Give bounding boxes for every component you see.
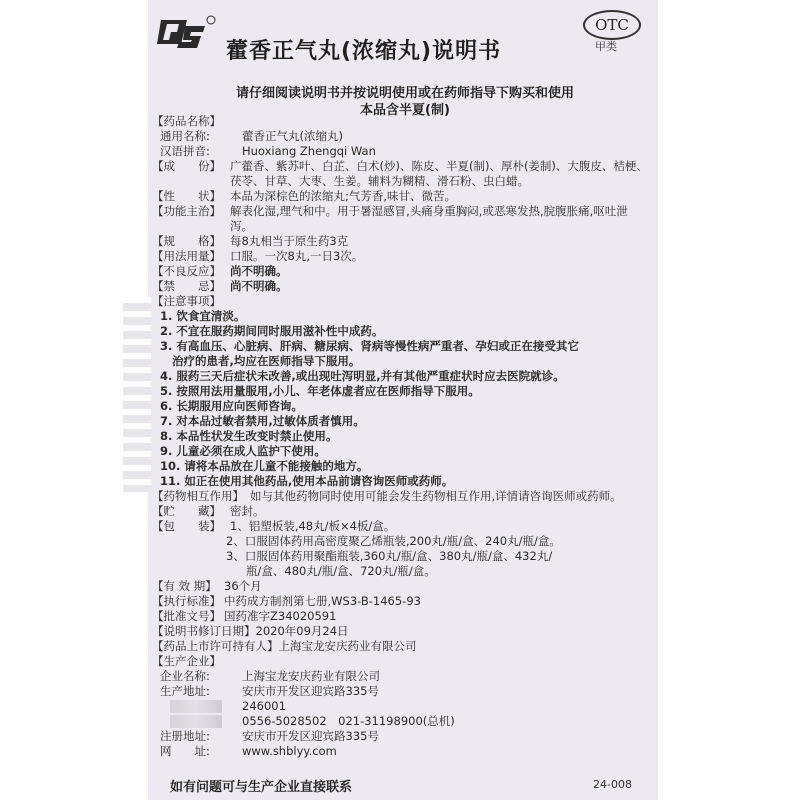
dosage-value: 口服。一次8丸,一日3次。: [230, 249, 364, 263]
specification-value: 每8丸相当于原生药3克: [230, 234, 349, 248]
document-title: 藿香正气丸(浓缩丸)说明书: [226, 39, 502, 64]
standard-label: 【执行标准】: [152, 594, 221, 608]
indications-row: [152, 204, 650, 234]
generic-name-label: 通用名称:: [160, 129, 210, 143]
pinyin-label: 汉语拼音:: [160, 144, 210, 158]
manufacturer-name-value: 上海宝龙安庆药业有限公司: [242, 669, 380, 683]
package-line-4: 瓶/盒、480丸/瓶/盒、720丸/瓶/盒。: [246, 564, 436, 578]
precaution-item: 8. 本品性状发生改变时禁止使用。: [160, 429, 338, 443]
validity-label: 【有 效 期】: [152, 579, 217, 593]
storage-value: 密封。: [230, 504, 265, 518]
adverse-reactions-label: 【不良反应】: [152, 264, 221, 278]
package-line-1: 1、铝塑板装,48丸/板×4板/盒。: [230, 519, 396, 533]
precaution-item: 7. 对本品过敏者禁用,过敏体质者慎用。: [160, 414, 365, 428]
manufacturer-name-label: 企业名称:: [160, 669, 210, 683]
phone-label-redacted: [152, 714, 242, 729]
contraindications-label: 【禁 忌】: [152, 279, 221, 293]
footer-contact-note: 如有问题可与生产企业直接联系: [170, 780, 353, 795]
manufacturer-heading: 【生产企业】: [152, 654, 221, 668]
adverse-reactions-value: 尚不明确。: [230, 264, 288, 278]
revision-row: [152, 624, 650, 639]
precaution-item: 9. 儿童必须在成人监护下使用。: [160, 444, 326, 458]
interactions-label: 【药物相互作用】: [152, 489, 244, 503]
ingredients-value: 广藿香、紫苏叶、白芷、白术(炒)、陈皮、半夏(制)、厚朴(姜制)、大腹皮、桔梗、茯苓、甘草、大枣、生姜。辅料为糊精、滑石粉、虫白蜡。: [230, 159, 648, 188]
contraindications-row: [152, 279, 650, 294]
registered-address-row: [152, 729, 650, 744]
website-row: [152, 744, 650, 759]
production-address-value: 安庆市开发区迎宾路335号: [242, 684, 379, 698]
dosage-row: [152, 249, 650, 264]
usage-notice: 请仔细阅读说明书并按说明使用或在药师指导下购买和使用: [235, 86, 574, 101]
ingredients-row: [152, 159, 650, 189]
postcode-label-redacted: [152, 699, 242, 714]
ingredients-label: 【成 份】: [152, 159, 221, 173]
otc-badge: OTC: [583, 10, 641, 40]
precaution-item: 4. 服药三天后症状未改善,或出现吐泻明显,并有其他严重症状时应去医院就诊。: [160, 369, 565, 383]
standard-row: [152, 594, 650, 609]
revision-label: 【说明书修订日期】: [152, 624, 256, 638]
indications-value: 解表化湿,理气和中。用于暑湿感冒,头痛身重胸闷,或恶寒发热,脘腹胀痛,呕吐泄泻。: [230, 204, 628, 233]
precautions-heading: 【注意事项】: [152, 294, 221, 308]
storage-label: 【贮 藏】: [152, 504, 221, 518]
registered-address-value: 安庆市开发区迎宾路335号: [242, 729, 379, 743]
interactions-value: 如与其他药物同时使用可能会发生药物相互作用,详情请咨询医师或药师。: [250, 489, 622, 503]
package-line-2: 2、口服固体药用高密度聚乙烯瓶装,200丸/瓶/盒、240丸/瓶/盒。: [226, 534, 561, 548]
revision-value: 2020年09月24日: [255, 624, 349, 638]
pinyin-row: [152, 144, 650, 159]
approval-row: [152, 609, 650, 624]
package-row: [152, 519, 650, 534]
properties-label: 【性 状】: [152, 189, 221, 203]
postcode-value: 246001: [242, 699, 286, 713]
drug-name-heading: 【药品名称】: [152, 114, 221, 128]
production-address-label: 生产地址:: [160, 684, 210, 698]
otc-class-label: 甲类: [595, 40, 617, 53]
validity-row: [152, 579, 650, 594]
leaflet-content: [152, 114, 650, 759]
pinyin-value: Huoxiang Zhengqi Wan: [242, 144, 376, 158]
properties-row: [152, 189, 650, 204]
precaution-item: 1. 饮食宜清淡。: [160, 309, 246, 323]
generic-name-row: [152, 129, 650, 144]
interactions-row: [152, 489, 650, 504]
precaution-item: 2. 不宜在服药期间同时服用滋补性中成药。: [160, 324, 384, 338]
approval-label: 【批准文号】: [152, 609, 221, 623]
company-logo: [157, 14, 217, 50]
contraindications-value: 尚不明确。: [230, 279, 288, 293]
specification-label: 【规 格】: [152, 234, 221, 248]
approval-value: 国药准字Z34020591: [224, 609, 337, 623]
manufacturer-name-row: [152, 669, 650, 684]
production-address-row: [152, 684, 650, 699]
registered-address-label: 注册地址:: [160, 729, 210, 743]
properties-value: 本品为深棕色的浓缩丸;气芳香,味甘、微苦。: [230, 189, 457, 203]
adverse-reactions-row: [152, 264, 650, 279]
standard-value: 中药成方制剂第七册,WS3-B-1465-93: [224, 594, 421, 608]
precaution-item: 10. 请将本品放在儿童不能接触的地方。: [160, 459, 369, 473]
package-line-3: 3、口服固体药用聚酯瓶装,360丸/瓶/盒、380丸/瓶/盒、432丸/: [226, 549, 553, 563]
precaution-item-continued: 治疗的患者,均应在医师指导下服用。: [172, 354, 361, 368]
dosage-label: 【用法用量】: [152, 249, 221, 263]
storage-row: [152, 504, 650, 519]
phone-value: 0556-5028502 021-31198900(总机): [242, 714, 455, 728]
binding-holes: [123, 297, 151, 492]
specification-row: [152, 234, 650, 249]
mah-row: [152, 639, 650, 654]
precaution-item: 3. 有高血压、心脏病、肝病、糖尿病、肾病等慢性病严重者、孕妇或正在接受其它: [160, 339, 579, 353]
precaution-item: 11. 如正在使用其他药品,使用本品前请咨询医师或药师。: [160, 474, 454, 488]
precaution-item: 5. 按照用法用量服用,小儿、年老体虚者应在医师指导下服用。: [160, 384, 480, 398]
ingredient-notice: 本品含半夏(制): [360, 103, 450, 118]
indications-label: 【功能主治】: [152, 204, 221, 218]
generic-name-value: 藿香正气丸(浓缩丸): [242, 129, 343, 143]
website-label: 网 址:: [160, 744, 210, 758]
postcode-row: [152, 699, 650, 714]
package-label: 【包 装】: [152, 519, 221, 533]
mah-value: 上海宝龙安庆药业有限公司: [278, 639, 417, 653]
print-code: 24-008: [593, 778, 632, 791]
phone-row: [152, 714, 650, 729]
precaution-item: 6. 长期服用应向医师咨询。: [160, 399, 303, 413]
website-value: www.shblyy.com: [242, 744, 337, 758]
mah-label: 【药品上市许可持有人】: [152, 639, 279, 653]
validity-value: 36个月: [224, 579, 262, 593]
